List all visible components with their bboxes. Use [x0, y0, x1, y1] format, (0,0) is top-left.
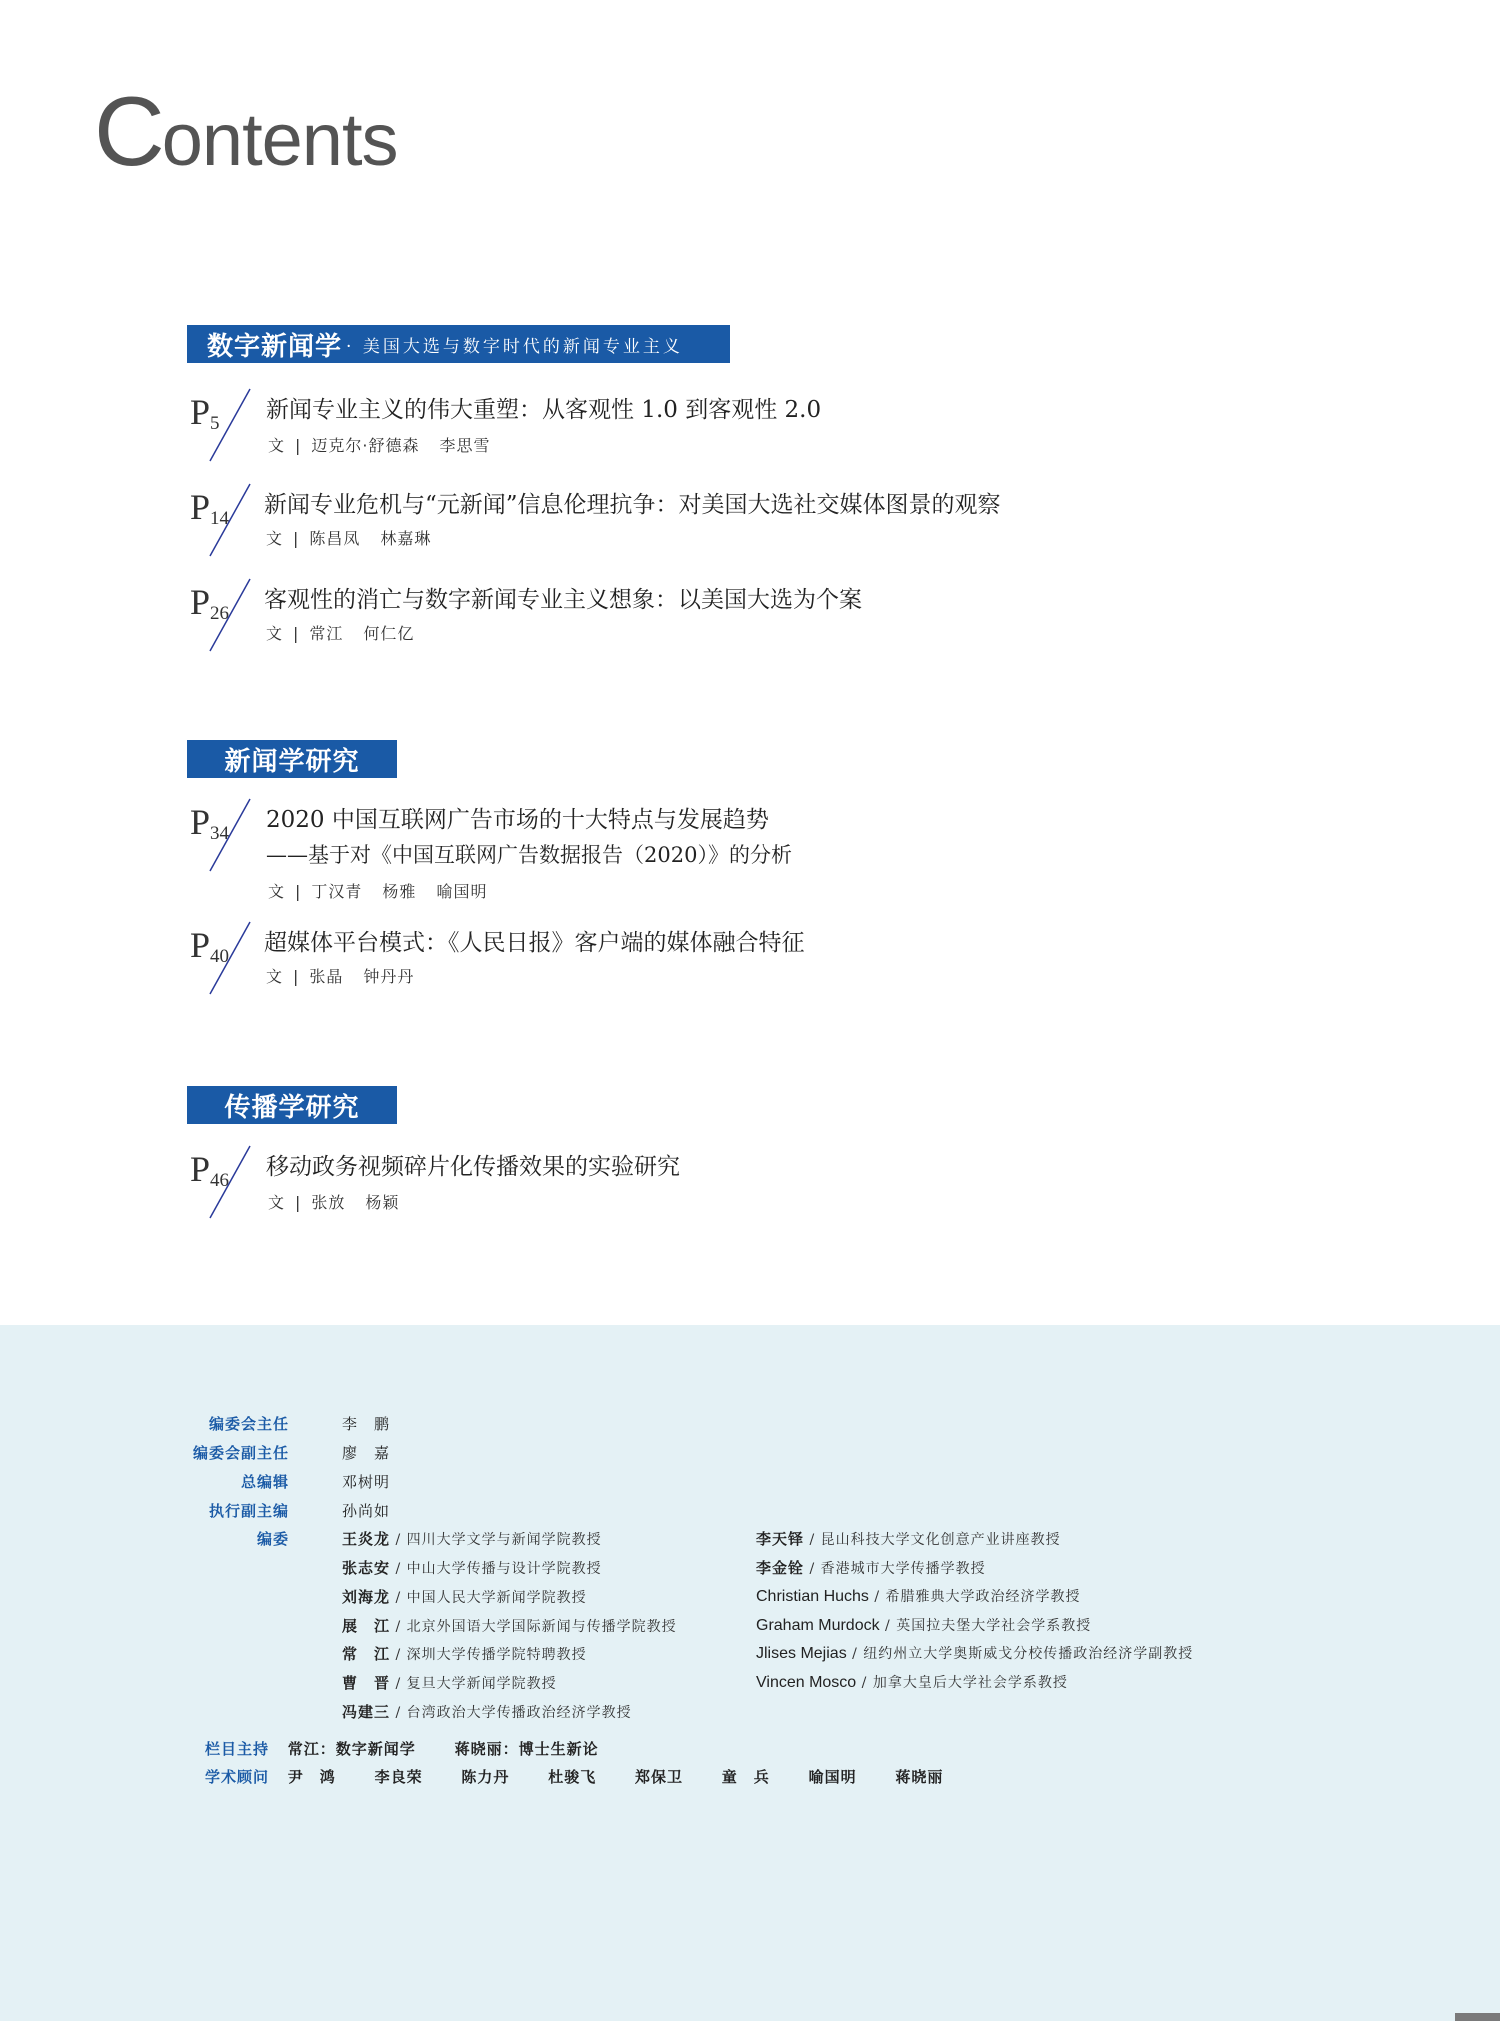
board-member: Graham Murdock / 英国拉夫堡大学社会学系教授 [756, 1617, 1092, 1634]
section-header-journalism-research [187, 740, 397, 778]
section-title: 传播学研究 [224, 1092, 360, 1123]
column-hosts: 栏目主持 常江：数字新闻学 蒋晓丽：博士生新论 [205, 1740, 599, 1758]
article-subtitle: ——基于对《中国互联网广告数据报告（2020）》的分析 [266, 843, 792, 867]
page-number: P 26 [186, 575, 256, 655]
page-number: P 46 [186, 1142, 256, 1222]
article-title: 新闻专业主义的伟大重塑：从客观性 1.0 到客观性 2.0 [266, 397, 822, 423]
section-header-communication-research [187, 1086, 397, 1124]
corner-mark [1455, 2013, 1500, 2021]
board-member: 展 江 / 北京外国语大学国际新闻与传播学院教授 [342, 1617, 677, 1635]
slash-divider-icon [186, 795, 256, 875]
section-header-digital-journalism [187, 325, 730, 363]
page-number: P 5 [186, 385, 256, 465]
chief-editor-name: 邓树明 [342, 1473, 391, 1491]
section-subtitle: · 美国大选与数字时代的新闻专业主义 [346, 336, 683, 357]
slash-divider-icon [186, 575, 256, 655]
article-title: 移动政务视频碎片化传播效果的实验研究 [266, 1154, 680, 1180]
page-number: P 14 [186, 480, 256, 560]
slash-divider-icon [186, 1142, 256, 1222]
board-member: 刘海龙 / 中国人民大学新闻学院教授 [342, 1588, 587, 1606]
article-authors: 文 | 迈克尔·舒德森 李思雪 [268, 436, 491, 455]
section-title: 数字新闻学 [207, 331, 343, 362]
article-authors: 文 | 张放 杨颖 [268, 1193, 400, 1212]
article-title: 超媒体平台模式：《人民日报》客户端的媒体融合特征 [264, 930, 805, 956]
board-member: 王炎龙 / 四川大学文学与新闻学院教授 [342, 1530, 602, 1548]
page-title: Contents [94, 76, 398, 186]
board-member: Vincen Mosco / 加拿大皇后大学社会学系教授 [756, 1674, 1068, 1691]
article-authors: 文 | 常江 何仁亿 [266, 624, 415, 643]
board-member: 冯建三 / 台湾政治大学传播政治经济学教授 [342, 1703, 632, 1721]
article-authors: 文 | 陈昌凤 林嘉琳 [266, 529, 432, 548]
article-authors: 文 | 丁汉青 杨雅 喻国明 [268, 882, 488, 901]
board-member: 李金铨 / 香港城市大学传播学教授 [756, 1559, 986, 1577]
academic-advisors: 学术顾问 尹 鸿 李良荣 陈力丹 杜骏飞 郑保卫 童 兵 喻国明 蒋晓丽 [205, 1768, 944, 1786]
chair-name: 李 鹏 [342, 1415, 391, 1433]
slash-divider-icon [186, 918, 256, 998]
board-member: Jlises Mejias / 纽约州立大学奥斯威戈分校传播政治经济学副教授 [756, 1645, 1194, 1662]
board-member: Christian Huchs / 希腊雅典大学政治经济学教授 [756, 1588, 1081, 1605]
exec-deputy-label: 执行副主编 [208, 1502, 289, 1520]
board-member: 曹 晋 / 复旦大学新闻学院教授 [342, 1674, 557, 1692]
board-member: 常 江 / 深圳大学传播学院特聘教授 [342, 1645, 587, 1663]
section-title: 新闻学研究 [224, 746, 360, 777]
page-number: P 34 [186, 795, 256, 875]
slash-divider-icon [186, 480, 256, 560]
vice-chair-label: 编委会副主任 [192, 1444, 289, 1462]
chair-label: 编委会主任 [208, 1415, 289, 1433]
page-number: P 40 [186, 918, 256, 998]
members-label: 编委 [256, 1530, 289, 1548]
board-member: 张志安 / 中山大学传播与设计学院教授 [342, 1559, 602, 1577]
exec-deputy-name: 孙尚如 [342, 1502, 391, 1520]
chief-editor-label: 总编辑 [240, 1473, 289, 1491]
article-title: 新闻专业危机与“元新闻”信息伦理抗争：对美国大选社交媒体图景的观察 [264, 492, 1001, 518]
article-authors: 文 | 张晶 钟丹丹 [266, 967, 415, 986]
article-title: 客观性的消亡与数字新闻专业主义想象：以美国大选为个案 [264, 587, 862, 613]
article-title: 2020 中国互联网广告市场的十大特点与发展趋势 [266, 807, 769, 833]
slash-divider-icon [186, 385, 256, 465]
vice-chair-name: 廖 嘉 [342, 1444, 391, 1462]
board-member: 李天铎 / 昆山科技大学文化创意产业讲座教授 [756, 1530, 1061, 1548]
